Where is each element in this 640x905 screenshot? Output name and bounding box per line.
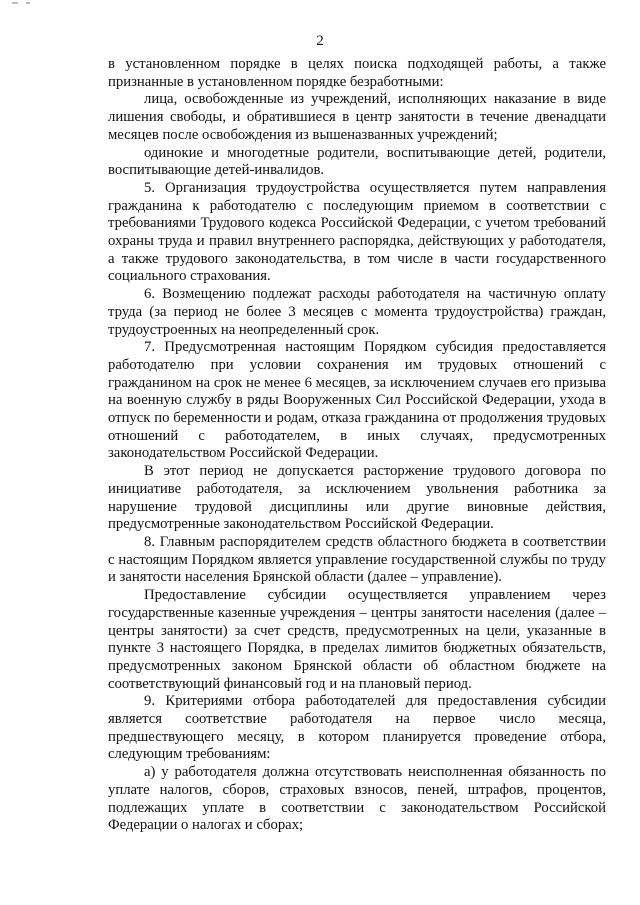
paragraph: 8. Главным распорядителем средств областного бюджета в соответствии с настоящим Порядком является управление государственной службы по труду и занятости населения Брянской области (далее – управление). — [108, 533, 606, 586]
paragraph: лица, освобожденные из учреждений, исполняющих наказание в виде лишения свободы, и обратившиеся в центр занятости в течение двенадцати месяцев после освобождения из вышеназванных учреждений; — [108, 91, 606, 143]
paragraph: 6. Возмещению подлежат расходы работодателя на частичную оплату труда (за период не более 3 месяцев с момента трудоустройства) граждан, трудоустроенных на неопределенный срок. — [108, 286, 606, 338]
paragraph: а) у работодателя должна отсутствовать неисполненная обязанность по уплате налогов, сборов, страховых взносов, пеней, штрафов, процентов, подлежащих уплате в соответствии с законодательством Российской Федерации о налогах и сборах; — [108, 764, 606, 834]
paragraph: 5. Организация трудоустройства осуществляется путем направления гражданина к работодателю с последующим приемом в соответствии с требованиями Трудового кодекса Российской Федерации, с учетом требований охраны труда и правил внутреннего распорядка, действующих у работодателя, а также трудового законодательства, в том числе в части государственного социального страхования. — [108, 179, 606, 285]
paragraph: в установленном порядке в целях поиска подходящей работы, а также признанные в установленном порядке безработными: — [108, 56, 606, 90]
paragraph: 9. Критериями отбора работодателей для предоставления субсидии является соответствие работодателя на первое число месяца, предшествующего месяцу, в котором планируется проведение отбора, следующим требованиям: — [108, 693, 606, 763]
paragraph: В этот период не допускается расторжение трудового договора по инициативе работодателя, за исключением увольнения работника за нарушение трудовой дисциплины или другие виновные действия, предусмотренные законодательством Российской Федерации. — [108, 463, 606, 533]
page-number: 2 — [316, 33, 324, 49]
scan-artifact — [26, 2, 30, 4]
paragraph: одинокие и многодетные родители, воспитывающие детей, родители, воспитывающие детей-инвалидов. — [108, 144, 606, 179]
scan-artifact — [12, 2, 18, 4]
body-text — [108, 56, 606, 835]
paragraph: Предоставление субсидии осуществляется управлением через государственные казенные учреждения – центры занятости населения (далее – центры занятости) за счет средств, предусмотренных на цели, указанные в пункте 3 настоящего Порядка, в пределах лимитов бюджетных обязательств, предусмотренных законом Брянской области об областном бюджете на соответствующий финансовый год и на плановый период. — [108, 587, 606, 692]
paragraph: 7. Предусмотренная настоящим Порядком субсидия предоставляется работодателю при условии сохранения им трудовых отношений с гражданином на срок не менее 6 месяцев, за исключением случаев его призыва на военную службу в ряды Вооруженных Сил Российской Федерации, ухода в отпуск по беременности и родам, отказа гражданина от продолжения трудовых отношений с работодателем, в иных случаях, предусмотренных законодательством Российской Федерации. — [108, 339, 606, 462]
